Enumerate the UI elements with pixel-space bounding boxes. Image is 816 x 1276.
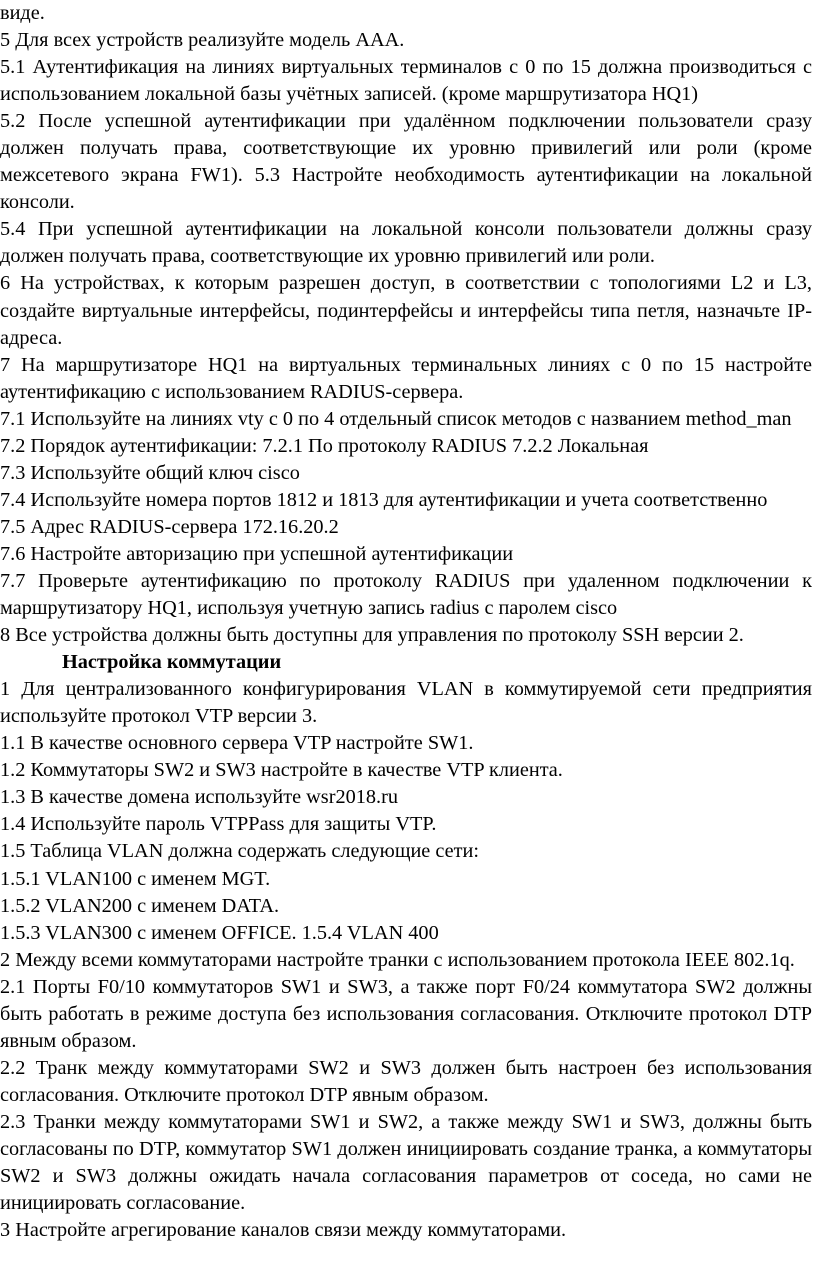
paragraph-15: 8 Все устройства должны быть доступны для управления по протоколу SSH версии 2. bbox=[0, 624, 744, 647]
paragraph-19: 1.2 Коммутаторы SW2 и SW3 настройте в качестве VTP клиента. bbox=[0, 759, 563, 782]
paragraph-9: 7.2 Порядок аутентификации: 7.2.1 По протоколу RADIUS 7.2.2 Локальная bbox=[0, 434, 649, 457]
section-heading: Настройка коммутации bbox=[62, 651, 282, 674]
paragraph-29: 2.3 Транки между коммутаторами SW1 и SW2, а также между SW1 и SW3, должны быть согласованы по DTP, коммутатор SW1 должен инициировать создание транка, а коммутаторы SW2 и SW3 должны ожидать начала согласования параметров от соседа, но сами не инициировать согласование. bbox=[0, 1110, 812, 1215]
paragraph-30: 3 Настройте агрегирование каналов связи между коммутаторами. bbox=[0, 1219, 567, 1242]
paragraph-18: 1.1 В качестве основного сервера VTP настройте SW1. bbox=[0, 732, 474, 755]
paragraph-24: 1.5.2 VLAN200 с именем DATA. bbox=[0, 894, 280, 917]
paragraph-12: 7.5 Адрес RADIUS-сервера 172.16.20.2 bbox=[0, 515, 339, 538]
paragraph-21: 1.4 Используйте пароль VTPPass для защиты VTP. bbox=[0, 813, 437, 836]
paragraph-5: 5.4 При успешной аутентификации на локальной консоли пользователи должны сразу должен получать права, соответствующие их уровню привилегий или роли. bbox=[0, 218, 812, 268]
paragraph-4: 5.2 После успешной аутентификации при удалённом подключении пользователи сразу должен получать права, соответствующие их уровню привилегий или роли (кроме межсетевого экрана FW1). 5.3 Настройте необходимость аутентификации на локальной консоли. bbox=[0, 110, 812, 214]
paragraph-1: виде. bbox=[0, 2, 45, 24]
paragraph-17: 1 Для централизованного конфигурирования VLAN в коммутируемой сети предприятия используйте протокол VTP версии 3. bbox=[0, 678, 812, 728]
paragraph-25: 1.5.3 VLAN300 с именем OFFICE. 1.5.4 VLAN 400 bbox=[0, 921, 439, 944]
paragraph-20: 1.3 В качестве домена используйте wsr2018.ru bbox=[0, 786, 398, 809]
paragraph-2: 5 Для всех устройств реализуйте модель AAA. bbox=[0, 29, 405, 52]
paragraph-7: 7 На маршрутизаторе HQ1 на виртуальных терминальных линиях с 0 по 15 настройте аутентификацию с использованием RADIUS-сервера. bbox=[0, 353, 812, 403]
paragraph-8: 7.1 Используйте на линиях vty с 0 по 4 отдельный список методов с названием method_man bbox=[0, 407, 792, 430]
paragraph-28: 2.2 Транк между коммутаторами SW2 и SW3 должен быть настроен без использования согласования. Отключите протокол DTP явным образом. bbox=[0, 1056, 812, 1106]
paragraph-26: 2 Между всеми коммутаторами настройте транки с использованием протокола IEEE 802.1q. bbox=[0, 948, 795, 971]
paragraph-11: 7.4 Используйте номера портов 1812 и 1813 для аутентификации и учета соответственно bbox=[0, 488, 768, 511]
paragraph-23: 1.5.1 VLAN100 с именем MGT. bbox=[0, 867, 271, 890]
paragraph-10: 7.3 Используйте общий ключ cisco bbox=[0, 461, 300, 484]
paragraph-13: 7.6 Настройте авторизацию при успешной аутентификации bbox=[0, 542, 514, 565]
paragraph-14: 7.7 Проверьте аутентификацию по протоколу RADIUS при удаленном подключении к маршрутизатору HQ1, используя учетную запись radius с паролем cisco bbox=[0, 569, 812, 620]
paragraph-27: 2.1 Порты F0/10 коммутаторов SW1 и SW3, а также порт F0/24 коммутатора SW2 должны быть работать в режиме доступа без использования согласования. Отключите протокол DTP явным образом. bbox=[0, 975, 812, 1052]
paragraph-3: 5.1 Аутентификация на линиях виртуальных терминалов с 0 по 15 должна производиться с использованием локальной базы учётных записей. (кроме маршрутизатора HQ1) bbox=[0, 56, 812, 106]
paragraph-22: 1.5 Таблица VLAN должна содержать следующие сети: bbox=[0, 840, 479, 863]
paragraph-6: 6 На устройствах, к которым разрешен доступ, в соответствии с топологиями L2 и L3, создайте виртуальные интерфейсы, подинтерфейсы и интерфейсы типа петля, назначьте IP-адреса. bbox=[0, 272, 812, 349]
